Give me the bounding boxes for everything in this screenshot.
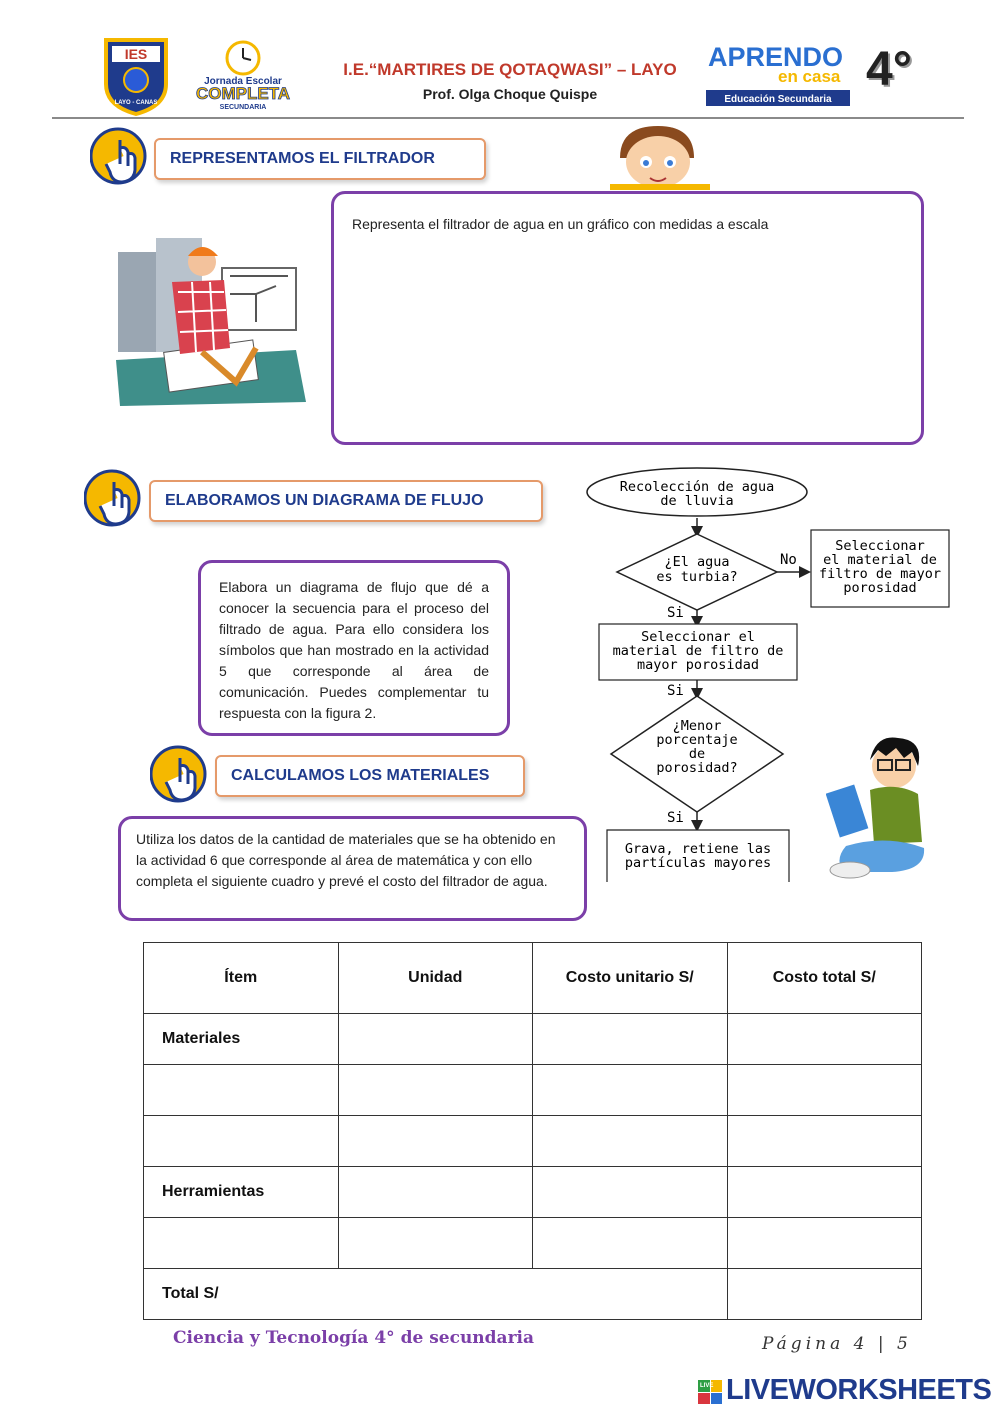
flowchart-side-line2: el material de [823, 552, 937, 568]
logo-jornada-line2: COMPLETA [195, 84, 291, 103]
cost-table [143, 942, 922, 1320]
flowchart-start-line2: de lluvia [660, 493, 734, 509]
logo-aprendo-line2: en casa [778, 67, 841, 86]
answer-cell[interactable] [338, 1014, 533, 1065]
table-header-row [144, 943, 922, 1014]
flowchart-no-label: No [780, 552, 797, 568]
school-shield-logo [102, 36, 170, 116]
table-row [144, 1167, 922, 1218]
answer-cell[interactable] [727, 1014, 922, 1065]
answer-cell[interactable] [338, 1218, 533, 1269]
section-title-calculamos: CALCULAMOS LOS MATERIALES [215, 755, 525, 797]
section-title-diagrama: ELABORAMOS UN DIAGRAMA DE FLUJO [149, 480, 543, 522]
flowchart-process1-line2: material de filtro de [612, 643, 784, 659]
flowchart-decision1-line1: ¿El agua [664, 554, 730, 570]
aprendo-en-casa-logo [704, 40, 854, 110]
flowchart-side-line1: Seleccionar [835, 538, 925, 554]
instruction-elabora: Elabora un diagrama de flujo que dé a conocer la secuencia para el proceso del filtrado de agua. Para ello considera los símbolos que han mostrado en la actividad 5 que corresponde al área de comunicación. Puedes complementar tu respuesta con la figura 2. [219, 579, 489, 721]
school-name: I.E.“MARTIRES DE QOTAQWASI” – LAYO [343, 60, 677, 79]
footer-subject: Ciencia y Tecnología 4° de secundaria [173, 1328, 535, 1348]
answer-cell[interactable] [144, 1065, 339, 1116]
header-costo-total: Costo total S/ [727, 943, 922, 1014]
row-label-materiales: Materiales [144, 1014, 339, 1065]
header-item: Ítem [144, 943, 339, 1014]
table-row [144, 1065, 922, 1116]
flowchart-process1-line3: mayor porosidad [637, 657, 759, 673]
header-unidad: Unidad [338, 943, 533, 1014]
materials-instruction-box [118, 816, 587, 921]
student-reading-illustration [826, 730, 930, 880]
total-answer-cell[interactable] [727, 1269, 922, 1320]
answer-cell[interactable] [533, 1167, 728, 1218]
flowchart-instruction-box [198, 560, 510, 736]
flowchart-decision2-line2: porcentaje [656, 732, 738, 748]
table-row [144, 1116, 922, 1167]
header-divider [52, 117, 964, 119]
answer-cell[interactable] [144, 1218, 339, 1269]
flowchart-yes3-label: Si [667, 810, 684, 826]
flowchart-yes2-label: Si [667, 683, 684, 699]
jornada-escolar-logo [188, 38, 298, 112]
answer-cell[interactable] [727, 1116, 922, 1167]
watermark-live-text: LIVE [700, 1383, 714, 1389]
answer-cell[interactable] [144, 1116, 339, 1167]
answer-cell[interactable] [338, 1116, 533, 1167]
answer-cell[interactable] [533, 1218, 728, 1269]
answer-cell[interactable] [338, 1065, 533, 1116]
section-title-representamos: REPRESENTAMOS EL FILTRADOR [154, 138, 486, 180]
pointing-hand-icon [90, 126, 150, 186]
answer-cell[interactable] [338, 1167, 533, 1218]
flowchart-decision2-line4: porosidad? [656, 760, 738, 776]
header-costo-unitario: Costo unitario S/ [533, 943, 728, 1014]
scale-drawing-answer-box[interactable] [331, 191, 924, 445]
pointing-hand-icon [84, 468, 144, 528]
flowchart-decision2-line1: ¿Menor [672, 718, 722, 734]
flowchart-process2-line1: Grava, retiene las [624, 841, 772, 857]
footer-page-number: Página 4 | 5 [762, 1334, 912, 1354]
boy-illustration [590, 118, 730, 190]
flowchart-side-line3: filtro de mayor [819, 566, 941, 582]
logo-jornada-line3: SECUNDARIA [219, 104, 267, 111]
flowchart-start-line1: Recolección de agua [619, 479, 775, 495]
logo-shield-subtext: LAYO - CANAS [114, 100, 158, 106]
answer-cell[interactable] [727, 1065, 922, 1116]
flowchart-decision1-line2: es turbia? [656, 569, 738, 585]
grade-label: 4° [866, 43, 912, 96]
answer-cell[interactable] [727, 1167, 922, 1218]
pointing-hand-icon [150, 744, 210, 804]
flowchart-process1-line1: Seleccionar el [641, 629, 755, 645]
table-row [144, 1269, 922, 1320]
answer-cell[interactable] [533, 1065, 728, 1116]
logo-aprendo-line1: APRENDO [708, 42, 844, 72]
answer-cell[interactable] [533, 1014, 728, 1065]
flowchart-decision2-line3: de [688, 746, 706, 762]
engineer-illustration [106, 232, 306, 408]
row-label-herramientas: Herramientas [144, 1167, 339, 1218]
logo-jornada-line1: Jornada Escolar [204, 76, 282, 87]
instruction-representa: Representa el filtrador de agua en un gráfico con medidas a escala [352, 216, 769, 232]
liveworksheets-watermark [726, 1374, 991, 1407]
answer-cell[interactable] [533, 1116, 728, 1167]
flowchart-process2-line2: partículas mayores [624, 855, 772, 871]
instruction-utiliza: Utiliza los datos de la cantidad de materiales que se ha obtenido en la actividad 6 que corresponde al área de matemática y con ello completa el siguiente cuadro y prevé el costo del filtrador de agua. [136, 831, 556, 889]
flowchart-side-line4: porosidad [843, 580, 917, 596]
flowchart-yes1-label: Si [667, 605, 684, 621]
watermark-text: LIVEWORKSHEETS [726, 1374, 992, 1406]
logo-aprendo-line3: Educación Secundaria [724, 94, 832, 105]
teacher-name: Prof. Olga Choque Quispe [422, 86, 598, 102]
answer-cell[interactable] [727, 1218, 922, 1269]
logo-shield-text: IES [124, 46, 148, 62]
table-row [144, 1218, 922, 1269]
row-label-total: Total S/ [144, 1269, 728, 1320]
table-row [144, 1014, 922, 1065]
